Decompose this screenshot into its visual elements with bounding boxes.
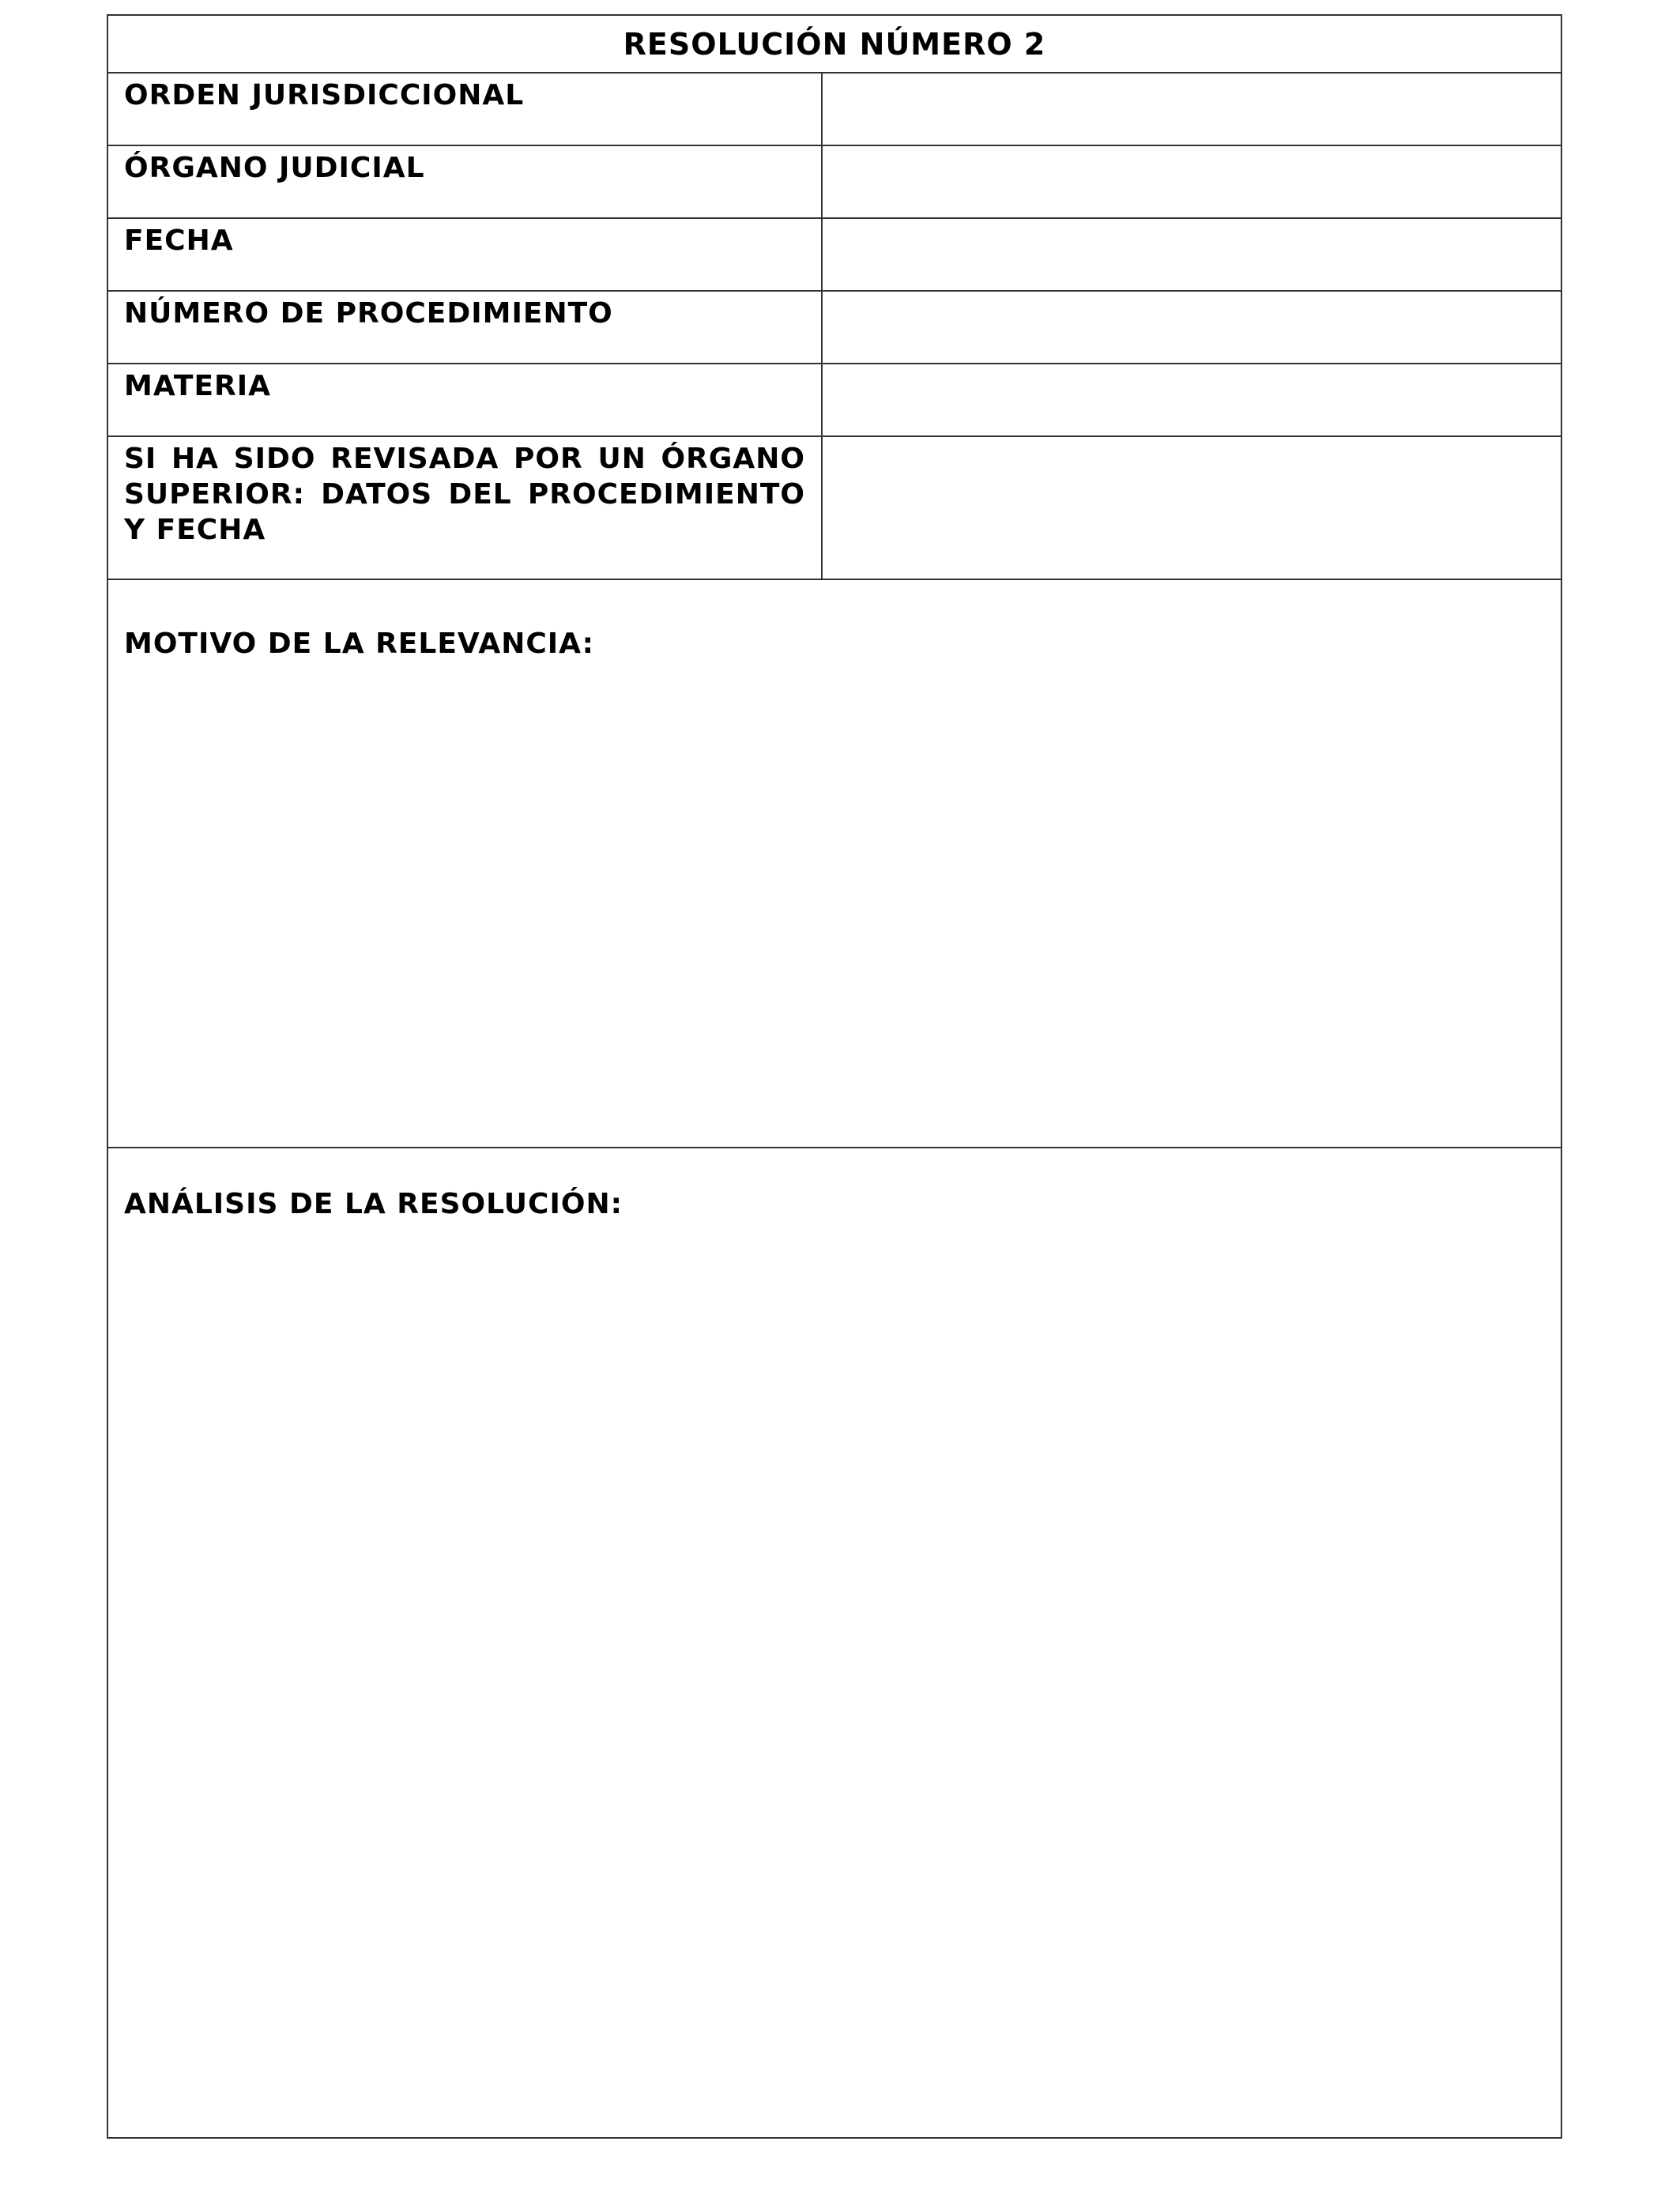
analysis-section <box>108 1148 1561 2137</box>
field-label-materia: MATERIA <box>108 364 823 435</box>
field-row-numero-procedimiento <box>108 292 1561 364</box>
field-value-materia[interactable] <box>823 364 1561 435</box>
field-value-orden-jurisdiccional[interactable] <box>823 74 1561 145</box>
relevance-label: MOTIVO DE LA RELEVANCIA: <box>124 628 595 660</box>
field-label-orden-jurisdiccional: ORDEN JURISDICCIONAL <box>108 74 823 145</box>
field-row-materia <box>108 364 1561 437</box>
form-title: RESOLUCIÓN NÚMERO 2 <box>108 16 1561 74</box>
field-label-fecha: FECHA <box>108 219 823 290</box>
field-label-revision-superior: SI HA SIDO REVISADA POR UN ÓRGANO SUPERIOR: DATOS DEL PROCEDIMIENTO Y FECHA <box>108 437 823 579</box>
relevance-section <box>108 580 1561 1148</box>
field-row-fecha <box>108 219 1561 292</box>
field-row-organo-judicial <box>108 146 1561 219</box>
relevance-content[interactable] <box>124 675 1545 1131</box>
field-value-organo-judicial[interactable] <box>823 146 1561 217</box>
field-value-revision-superior[interactable] <box>823 437 1561 579</box>
field-label-organo-judicial: ÓRGANO JUDICIAL <box>108 146 823 217</box>
field-value-numero-procedimiento[interactable] <box>823 292 1561 363</box>
field-label-numero-procedimiento: NÚMERO DE PROCEDIMIENTO <box>108 292 823 363</box>
field-row-revision-superior <box>108 437 1561 580</box>
field-row-orden-jurisdiccional <box>108 74 1561 146</box>
analysis-content[interactable] <box>124 1235 1545 2121</box>
field-value-fecha[interactable] <box>823 219 1561 290</box>
resolution-form <box>107 14 1562 2139</box>
analysis-label: ANÁLISIS DE LA RESOLUCIÓN: <box>124 1188 623 1220</box>
